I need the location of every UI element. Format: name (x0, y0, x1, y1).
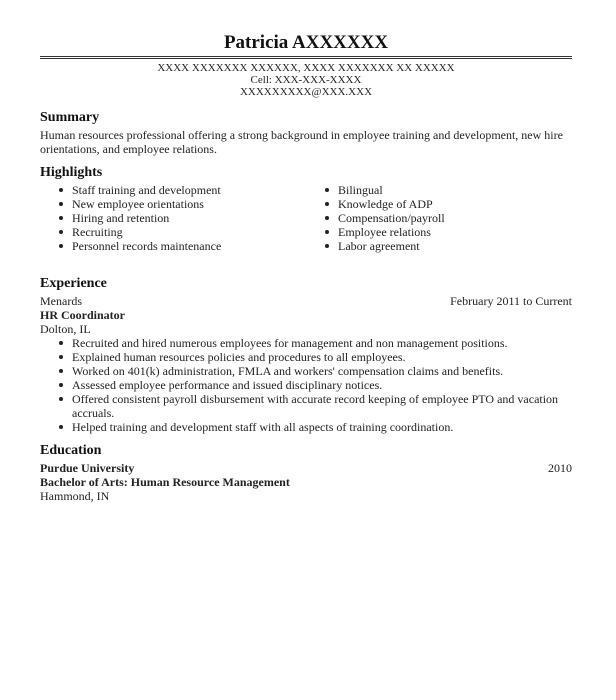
list-item: Bilingual (306, 183, 572, 197)
contact-email: XXXXXXXXX@XXX.XXX (239, 86, 373, 98)
summary-heading: Summary (40, 110, 100, 125)
education-degree: Bachelor of Arts: Human Resource Management (40, 475, 290, 489)
highlights-section (40, 165, 572, 253)
list-item: Explained human resources policies and procedures to all employees. (40, 350, 572, 364)
experience-bullets (40, 336, 572, 434)
summary-text: Human resources professional offering a strong background in employee training and development, new hire orientations, and employee relations. (40, 128, 563, 156)
resume-header (40, 32, 572, 98)
list-item: Knowledge of ADP (306, 197, 572, 211)
list-item: Recruited and hired numerous employees for management and non management positions. (40, 336, 572, 350)
highlights-columns (40, 183, 572, 253)
header-divider (40, 56, 572, 59)
education-year: 2010 (548, 461, 572, 475)
education-heading: Education (40, 443, 102, 458)
list-item: New employee orientations (40, 197, 306, 211)
experience-location: Dolton, IL (40, 322, 91, 336)
contact-address: XXXX XXXXXXX XXXXXX, XXXX XXXXXXX XX XXXXX (157, 62, 455, 74)
list-item: Personnel records maintenance (40, 239, 306, 253)
experience-dates: February 2011 to Current (450, 294, 572, 308)
experience-role: HR Coordinator (40, 308, 125, 322)
highlights-left-column (40, 183, 306, 253)
list-item: Staff training and development (40, 183, 306, 197)
education-section (40, 443, 572, 503)
summary-section (40, 110, 572, 156)
highlights-heading: Highlights (40, 165, 103, 180)
list-item: Assessed employee performance and issued disciplinary notices. (40, 378, 572, 392)
list-item: Helped training and development staff with all aspects of training coordination. (40, 420, 572, 434)
list-item: Labor agreement (306, 239, 572, 253)
education-location: Hammond, IN (40, 489, 110, 503)
list-item: Compensation/payroll (306, 211, 572, 225)
experience-section (40, 276, 572, 434)
contact-info (40, 62, 572, 98)
candidate-name: Patricia AXXXXXX (223, 32, 389, 53)
list-item: Worked on 401(k) administration, FMLA and workers' compensation claims and benefits. (40, 364, 572, 378)
list-item: Hiring and retention (40, 211, 306, 225)
list-item: Offered consistent payroll disbursement with accurate record keeping of employee PTO and vacation accruals. (40, 392, 572, 420)
education-school-row (40, 461, 572, 475)
contact-cell: Cell: XXX-XXX-XXXX (250, 74, 362, 86)
education-school: Purdue University (40, 461, 135, 475)
highlights-right-column (306, 183, 572, 253)
experience-heading: Experience (40, 276, 107, 291)
list-item: Recruiting (40, 225, 306, 239)
experience-company-row (40, 294, 572, 308)
list-item: Employee relations (306, 225, 572, 239)
experience-company: Menards (40, 294, 82, 308)
